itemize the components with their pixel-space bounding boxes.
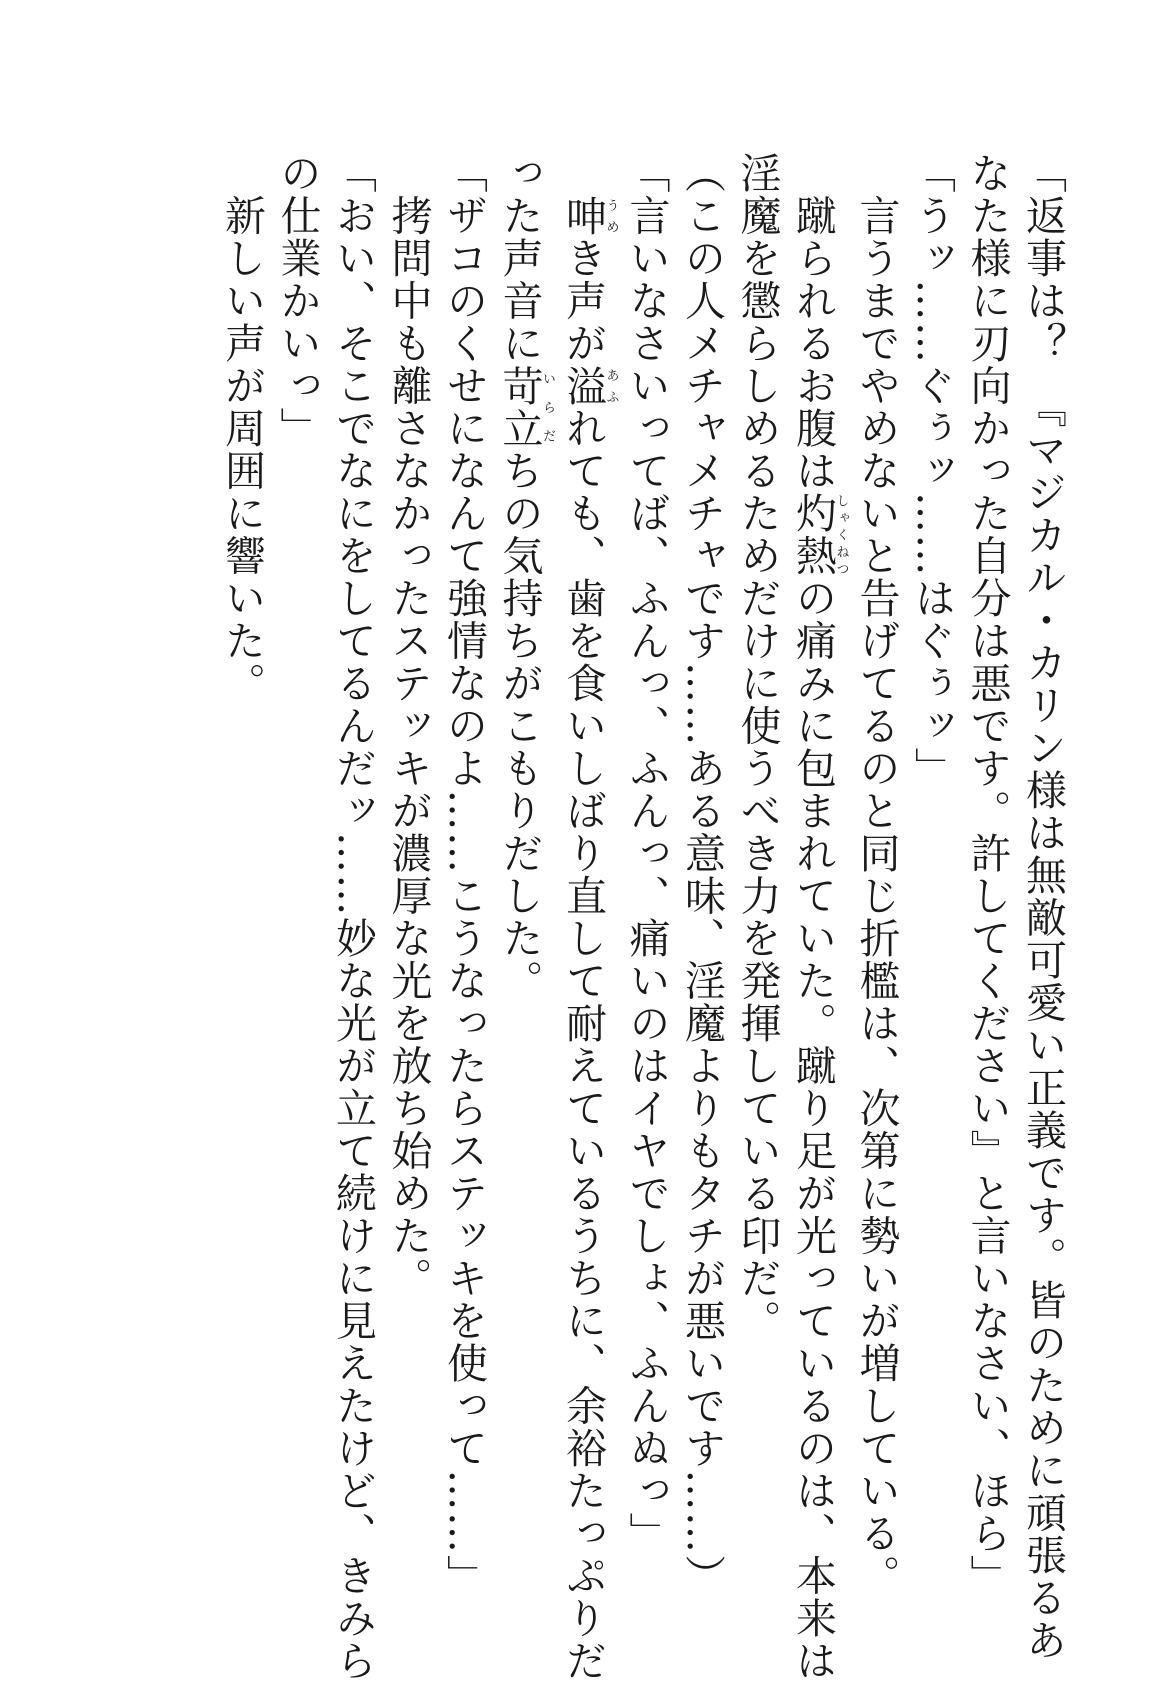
text-line: の仕業かいっ」 xyxy=(273,152,322,450)
ruby-reading: いらだ xyxy=(540,364,555,450)
ruby-base: 溢 xyxy=(559,364,607,407)
text-line xyxy=(785,152,849,1682)
text-segment: の痛みに包まれていた。蹴り足が光っているのは、本来は xyxy=(789,577,837,1682)
text-line: 拷問中も離さなかったステッキが濃厚な光を放ち始めた。 xyxy=(384,152,433,1300)
text-line: 「ザコのくせになんて強情なのよ……こうなったらステッキを使って……」 xyxy=(440,152,488,1597)
ruby-base: 灼熱 xyxy=(789,492,837,577)
ruby-word xyxy=(789,492,849,577)
text-segment: ちの気持ちがこもりだした。 xyxy=(495,449,544,1002)
text-segment: れても、歯を食いしばり直して耐えているうちに、余裕たっぷりだ xyxy=(559,407,607,1682)
text-line: 「おい、そこでなにをしてるんだッ……妙な光が立て続けに見えたけど、きみら xyxy=(329,152,377,1682)
text-line: なた様に刃向かった自分は悪です。許してください』と言いなさい、ほら」 xyxy=(963,152,1012,1597)
ruby-reading: うめ xyxy=(603,194,619,237)
ruby-base: 苛立 xyxy=(495,364,544,450)
text-line: 淫魔を懲らしめるためだけに使うべき力を発揮している印だ。 xyxy=(733,152,782,1342)
text-line: 「言いなさいってば、ふんっ、ふんっ、痛いのはイヤでしょ、ふんぬっ」 xyxy=(622,152,671,1555)
text-line xyxy=(555,152,619,1682)
ruby-word xyxy=(559,364,619,408)
text-segment xyxy=(559,152,607,195)
text-line: 「うッ……ぐぅッ……はぐぅッ」 xyxy=(908,152,956,790)
ruby-base: 呻 xyxy=(559,194,607,237)
text-line xyxy=(491,152,555,1592)
ruby-reading: しゃくねつ xyxy=(833,492,849,577)
vertical-body-text xyxy=(214,152,1071,1682)
text-segment: 蹴られるお腹は xyxy=(789,152,837,492)
ruby-word xyxy=(495,364,555,450)
text-segment: った声音に xyxy=(495,152,544,365)
text-line: 言うまでやめないと告げてるのと同じ折檻は、次第に勢いが増している。 xyxy=(852,152,901,1597)
text-line: 「返事は？ 『マジカル・カリン様は無敵可愛い正義です。皆のために頑張るあ xyxy=(1019,152,1067,1662)
ruby-reading: あふ xyxy=(603,364,619,407)
text-line: 新しい声が周囲に響いた。 xyxy=(218,152,266,705)
text-line: （この人メチャメチャです……ある意味、淫魔よりもタチが悪いです……） xyxy=(678,152,726,1597)
ruby-word xyxy=(559,194,619,238)
text-segment: き声が xyxy=(559,237,607,365)
